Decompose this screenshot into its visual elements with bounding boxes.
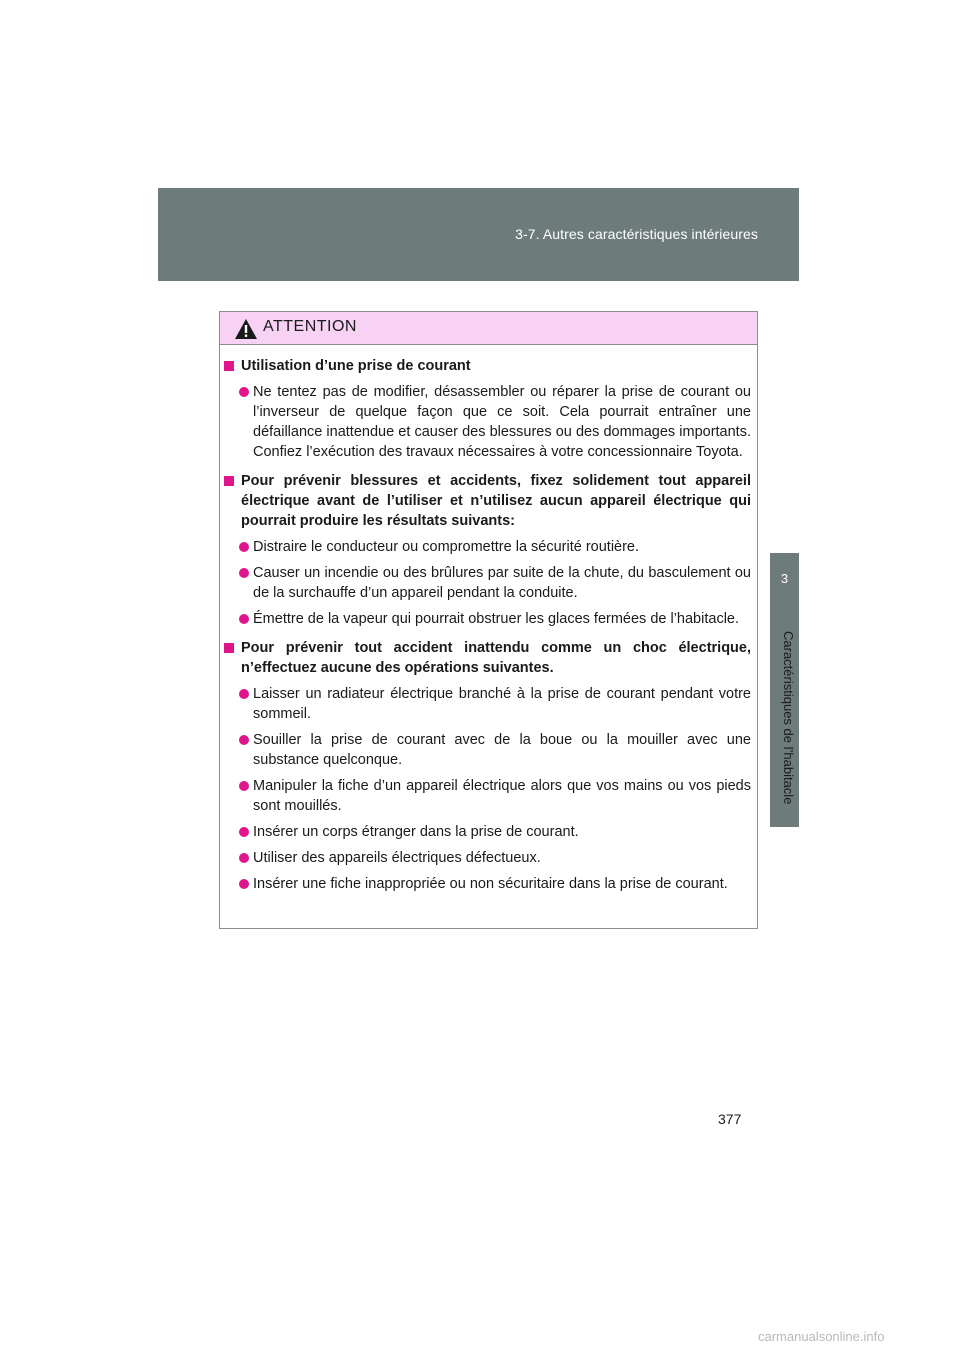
bullet-item — [224, 776, 751, 816]
round-bullet-icon — [239, 689, 249, 699]
bullet-text: Manipuler la fiche d’un appareil électrique alors que vos mains ou vos pieds sont mouillés. — [253, 778, 751, 814]
bullet-text: Insérer une fiche inappropriée ou non sécuritaire dans la prise de courant. — [253, 876, 728, 892]
chapter-number: 3 — [780, 571, 789, 586]
warning-header — [220, 312, 757, 345]
bullet-item — [224, 537, 751, 557]
warning-title: ATTENTION — [263, 318, 357, 335]
round-bullet-icon — [239, 614, 249, 624]
round-bullet-icon — [239, 781, 249, 791]
bullet-text: Laisser un radiateur électrique branché à la prise de courant pendant votre sommeil. — [253, 686, 751, 722]
section-heading-text: Utilisation d’une prise de courant — [241, 358, 471, 374]
round-bullet-icon — [239, 853, 249, 863]
section-title: 3-7. Autres caractéristiques intérieures — [515, 226, 758, 242]
bullet-text: Ne tentez pas de modifier, désassembler ou réparer la prise de courant ou l’inverseur de quelque façon que ce soit. Cela pourrait entraîner une défaillance inattendue et causer des blessures ou des dommages importants. Confiez l’exécution des travaux nécessaires à votre concessionnaire Toyota. — [253, 384, 751, 460]
warning-box — [219, 311, 758, 929]
section-heading — [224, 356, 751, 376]
square-bullet-icon — [224, 476, 234, 486]
header-band — [158, 188, 799, 281]
watermark: carmanualsonline.info — [758, 1329, 885, 1344]
warning-triangle-icon — [234, 318, 258, 340]
bullet-item — [224, 848, 751, 868]
page-number: 377 — [718, 1111, 742, 1127]
section-heading-text: Pour prévenir tout accident inattendu comme un choc électrique, n’effectuez aucune des opérations suivantes. — [241, 640, 751, 676]
bullet-item — [224, 822, 751, 842]
bullet-item — [224, 730, 751, 770]
round-bullet-icon — [239, 735, 249, 745]
round-bullet-icon — [239, 542, 249, 552]
round-bullet-icon — [239, 879, 249, 889]
warning-section — [224, 638, 751, 894]
warning-body — [220, 345, 757, 894]
round-bullet-icon — [239, 568, 249, 578]
bullet-text: Émettre de la vapeur qui pourrait obstruer les glaces fermées de l’habitacle. — [253, 611, 740, 627]
bullet-text: Distraire le conducteur ou compromettre la sécurité routière. — [253, 539, 640, 555]
bullet-item — [224, 563, 751, 603]
square-bullet-icon — [224, 361, 234, 371]
warning-section — [224, 356, 751, 462]
bullet-text: Insérer un corps étranger dans la prise de courant. — [253, 824, 579, 840]
bullet-text: Souiller la prise de courant avec de la boue ou la mouiller avec une substance quelconque. — [253, 732, 751, 768]
bullet-item — [224, 684, 751, 724]
section-heading — [224, 638, 751, 678]
chapter-label: Caractéristiques de l’habitacle — [781, 631, 796, 805]
bullet-text: Causer un incendie ou des brûlures par suite de la chute, du basculement ou de la surchauffe d’un appareil pendant la conduite. — [253, 565, 751, 601]
section-heading — [224, 471, 751, 531]
bullet-item — [224, 609, 751, 629]
section-heading-text: Pour prévenir blessures et accidents, fixez solidement tout appareil électrique avant de l’utiliser et n’utilisez aucun appareil électrique qui pourrait produire les résultats suivants: — [241, 473, 751, 529]
square-bullet-icon — [224, 643, 234, 653]
bullet-item — [224, 382, 751, 462]
bullet-item — [224, 874, 751, 894]
warning-section — [224, 471, 751, 629]
bullet-text: Utiliser des appareils électriques défectueux. — [253, 850, 541, 866]
round-bullet-icon — [239, 827, 249, 837]
round-bullet-icon — [239, 387, 249, 397]
